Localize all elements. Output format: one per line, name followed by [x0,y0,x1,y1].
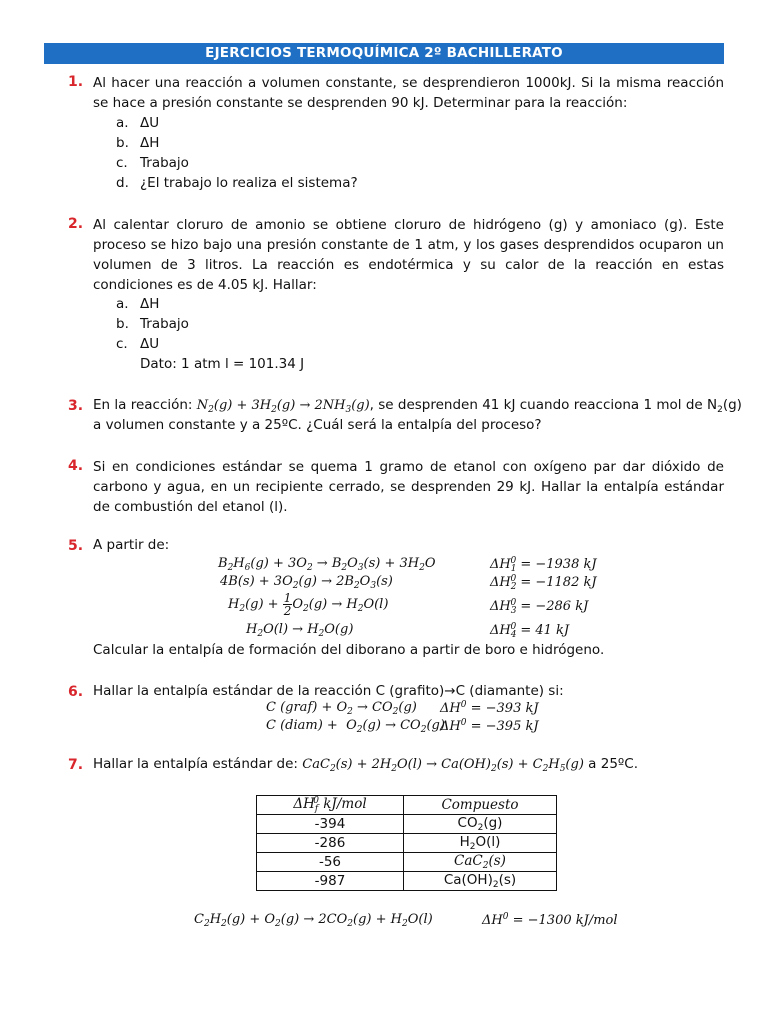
table-cell-value: -987 [257,872,404,891]
exercise-3-suffix-tail: (g) [722,397,742,413]
exercise-3-suffix: , se desprenden 41 kJ cuando reacciona 1 mol de N [369,397,718,413]
exercise-5-delta-4: $\Delta H_4^0 = 41$ kJ [490,622,570,640]
exercise-1-item-b-label: ΔH [140,135,160,151]
table-cell-compound: $Ca(OH)_2(s)$ [404,872,557,891]
exercise-1-item-b-letter: b. [116,135,129,151]
exercise-3-number: 3. [68,398,84,414]
table-row [257,853,557,872]
exercise-1-item-c-label: Trabajo [140,155,189,171]
table-cell-value: -56 [257,853,404,872]
exercise-5-eq-4: $H_2O(l) \to H_2O(g)$ [246,622,354,639]
exercise-5-closing: Calcular la entalpía de formación del diborano a partir de boro e hidrógeno. [93,642,605,658]
exercise-5-delta-3: $\Delta H_3^0 = -286$ kJ [490,598,589,616]
exercise-3-line-2: a volumen constante y a 25ºC. ¿Cuál será la entalpía del proceso? [93,417,542,433]
exercise-6-number: 6. [68,684,84,700]
exercise-2-item-b-label: Trabajo [140,316,189,332]
exercise-6-delta-1: $\Delta H^0 = -393$ kJ [440,700,539,716]
exercise-3-prefix: En la reacción: [93,397,197,413]
exercise-1-number: 1. [68,74,84,90]
exercise-2-dato: Dato: 1 atm l = 101.34 J [140,356,305,372]
exercise-7-final-equation: $C_2H_2(g) + O_2(g) \to 2CO_2(g) + H_2O(l)$ [194,912,433,929]
exercise-5-eq-3: $H_2(g)$ + $\frac{1}{2}$ $O_2(g) \to H_2O(l)$ [228,591,389,618]
exercise-5-delta-1: $\Delta H_1^0 = -1938$ kJ [490,556,597,574]
exercise-2-text: Al calentar cloruro de amonio se obtiene cloruro de hidrógeno (g) y amoniaco (g). Este proceso se hizo bajo una presión constante de 1 atm, y los gases desprendidos ocuparon un volumen de 3 litros. La reacción es endotérmica y su calor de la reacción en estas condiciones es de 4.05 kJ. Hallar: [93,217,724,293]
table-row [257,815,557,834]
exercise-2-item-c-label: ΔU [140,336,160,352]
exercise-2-item-a-letter: a. [116,296,129,312]
exercise-1-text: Al hacer una reacción a volumen constante, se desprendieron 1000kJ. Si la misma reacción se hace a presión constante se desprenden 90 kJ. Determinar para la reacción: [93,75,724,111]
enthalpy-table [256,795,557,891]
table-header-enthalpy: $\Delta H_f^0$ kJ/mol [257,796,404,815]
exercise-5-number: 5. [68,538,84,554]
exercise-6-eq-1: C (graf) + $O_2 \to CO_2(g)$ [266,700,417,717]
table-cell-value: -394 [257,815,404,834]
exercise-2-number: 2. [68,216,84,232]
exercise-1-item-a-letter: a. [116,115,129,131]
exercise-7-text [93,756,638,774]
exercise-1-item-a-label: ΔU [140,115,160,131]
exercise-1-item-c-letter: c. [116,155,128,171]
exercise-7-suffix: a 25ºC. [583,756,639,772]
exercise-4-number: 4. [68,458,84,474]
exercise-5-eq-1: $B_2H_6(g) + 3O_2 \to B_2O_3(s) + 3H_2O$ [218,556,436,573]
exercise-5-delta-2: $\Delta H_2^0 = -1182$ kJ [490,574,597,592]
table-header-compound: Compuesto [404,796,557,815]
table-header-row [257,796,557,815]
table-cell-compound: $H_2O(l)$ [404,834,557,853]
exercise-1-item-d-label: ¿El trabajo lo realiza el sistema? [140,175,358,191]
exercise-7-final-delta: $\Delta H^0 = -1300$ kJ/mol [482,912,618,928]
exercise-2-item-b-letter: b. [116,316,129,332]
table-cell-compound: $CO_2(g)$ [404,815,557,834]
page-title: EJERCICIOS TERMOQUÍMICA 2º BACHILLERATO [44,43,724,64]
exercise-4-text: Si en condiciones estándar se quema 1 gramo de etanol con oxígeno par dar dióxido de carbono y agua, en un recipiente cerrado, se desprenden 29 kJ. Hallar la entalpía estándar de combustión del etanol (l). [93,459,724,515]
table-cell-value: -286 [257,834,404,853]
table-cell-compound: CaC$_2$(s) [404,853,557,872]
exercise-5-intro: A partir de: [93,537,170,553]
table-row [257,872,557,891]
exercise-5-fraction: $\frac{1}{2}$ [283,591,292,618]
exercise-7-equation: $CaC_2(s) + 2H_2O(l) \to Ca(OH)_2(s) + C_2H_5(g)$ [302,757,584,774]
exercise-7-number: 7. [68,757,84,773]
exercise-3-line-1: En la reacción: $N_2(g) + 3H_2(g) \to 2NH_3(g)$, se desprenden 41 kJ cuando reacciona 1 mol de $N_2(g)$ [93,397,742,415]
exercise-2-item-a-label: ΔH [140,296,160,312]
exercise-6-delta-2: $\Delta H^0 = -395$ kJ [440,718,539,734]
exercise-5-eq-2: $4B(s) + 3O_2(g) \to 2B_2O_3(s)$ [220,574,393,591]
exercise-1-item-d-letter: d. [116,175,129,191]
exercise-3-equation: $N_2(g) + 3H_2(g) \to 2NH_3(g)$ [196,398,370,415]
exercise-7-prefix: Hallar la entalpía estándar de: [93,756,303,772]
exercise-2-item-c-letter: c. [116,336,128,352]
exercise-6-text: Hallar la entalpía estándar de la reacción C (grafito)→C (diamante) si: [93,683,564,699]
exercise-6-eq-2: C (diam) + $O_2(g) \to CO_2(g)$ [266,718,445,735]
table-row [257,834,557,853]
